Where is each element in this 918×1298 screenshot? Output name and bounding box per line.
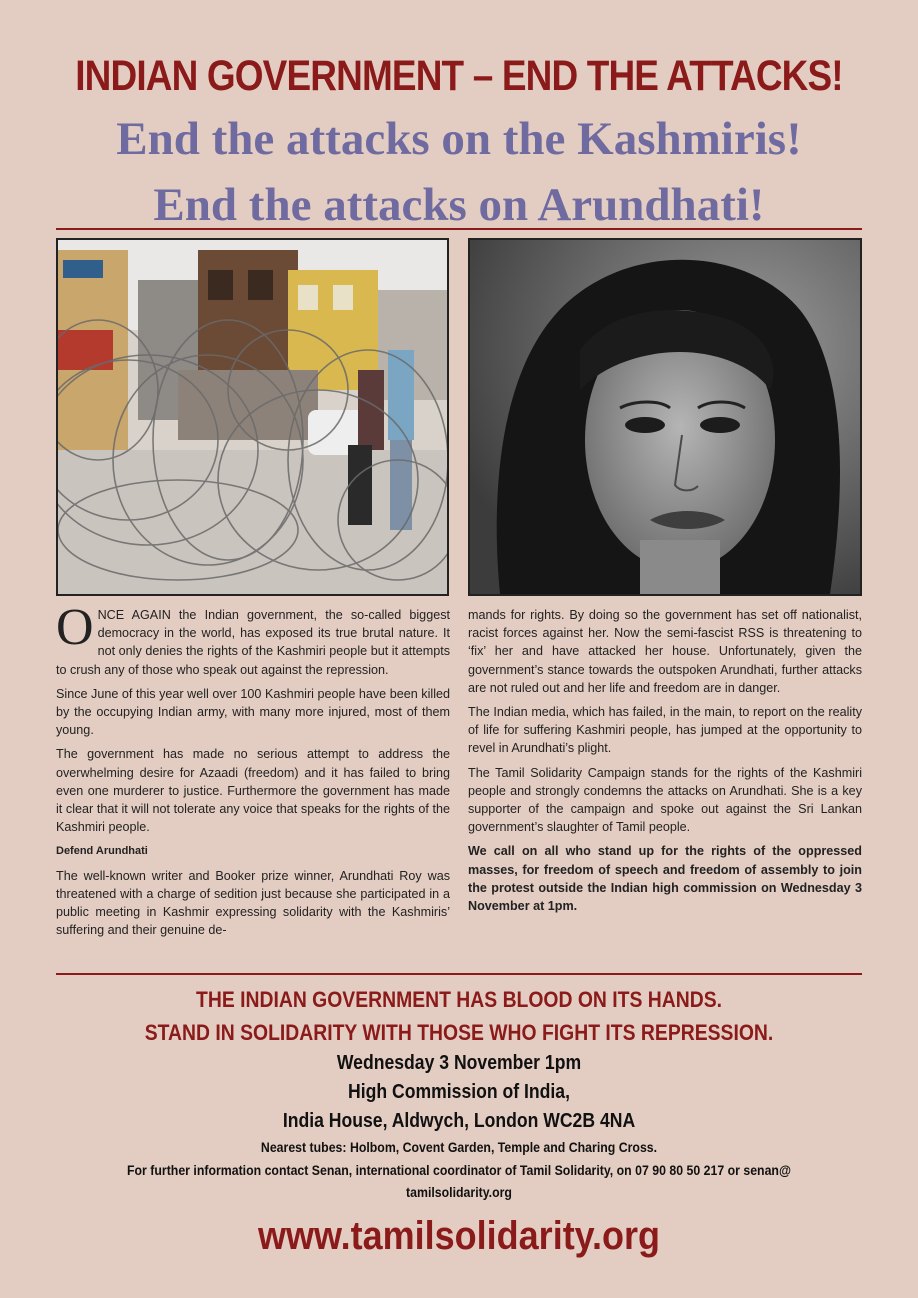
subhead-defend-arundhati: Defend Arundhati [56, 845, 148, 858]
paragraph-government: The government has made no serious attempt to address the overwhelming desire for Azaadi (freedom) and it has failed to bring even one murderer to justice. Furthermore the government has made it clear that it will not tolerate any voice that speaks for the rights of the Kashmiri people. [56, 747, 450, 835]
nearest-tubes: Nearest tubes: Holbom, Covent Garden, Temple and Charing Cross. [260, 1139, 658, 1155]
paragraph-killings: Since June of this year well over 100 Kashmiri people have been killed by the occupying Indian army, with many more injured, most of them young. [56, 686, 450, 738]
paragraph-arundhati: The well-known writer and Booker prize winner, Arundhati Roy was threatened with a charge of sedition just because she participated in a public meeting in Kashmir expressing solidarity with the Kashmiris’ suffering and their genuine de- [56, 868, 450, 938]
contact-info-continued: tamilsolidarity.org [406, 1184, 512, 1200]
call-to-action: We call on all who stand up for the rights of the oppressed masses, for freedom of speech and freedom of assembly to join the protest outside the Indian high commission on Wednesday 3 November at 1pm. [468, 844, 862, 914]
contact-info: For further information contact Senan, international coordinator of Tamil Solidarity, on 07 90 80 50 217 or senan@ [127, 1162, 791, 1178]
intro-paragraph: ONCE AGAIN the Indian government, the so-called biggest democracy in the world, has exposed its true brutal nature. It not only denies the rights of the Kashmiri people but it attempts to crush any of those who speak out against the repression. [56, 599, 450, 677]
drop-cap: O [56, 599, 94, 656]
event-address: India House, Aldwych, London WC2B 4NA [282, 1110, 636, 1132]
barbed-wire-street-photo [56, 238, 449, 596]
article-left-column [56, 599, 450, 945]
paragraph-demands: mands for rights. By doing so the government has set off nationalist, racist forces against her. Now the semi-fascist RSS is threatening to ‘fix’ her and have attacked her house. Unfortunately, given the government’s stance towards the outspoken Arundhati, further attacks are not ruled out and her life and freedom are in danger. [468, 608, 862, 695]
event-date: Wednesday 3 November 1pm [336, 1052, 582, 1074]
top-divider [56, 228, 862, 230]
headline: INDIAN GOVERNMENT – END THE ATTACKS! [75, 52, 843, 100]
website-link[interactable]: www.tamilsolidarity.org [257, 1214, 661, 1258]
paragraph-campaign: The Tamil Solidarity Campaign stands for the rights of the Kashmiri people and strongly condemns the attacks on Arundhati. She is a key supporter of the campaign and spoke out against the Sri Lankan government’s slaughter of Tamil people. [468, 765, 862, 835]
paragraph-media: The Indian media, which has failed, in the main, to report on the reality of life for suffering Kashmiri people, has jumped at the opportunity to revel in Arundhati’s plight. [468, 705, 862, 756]
subheadline-kashmiris: End the attacks on the Kashmiris! [116, 113, 802, 165]
portrait-photo [468, 238, 862, 596]
banner-stand-in-solidarity: STAND IN SOLIDARITY WITH THOSE WHO FIGHT ITS REPRESSION. [144, 1020, 774, 1045]
banner-blood-on-hands: THE INDIAN GOVERNMENT HAS BLOOD ON ITS HANDS. [196, 987, 722, 1012]
event-venue: High Commission of India, [348, 1081, 570, 1103]
article-right-column [468, 606, 862, 921]
subheadline-arundhati: End the attacks on Arundhati! [153, 179, 765, 231]
bottom-divider [56, 973, 862, 975]
